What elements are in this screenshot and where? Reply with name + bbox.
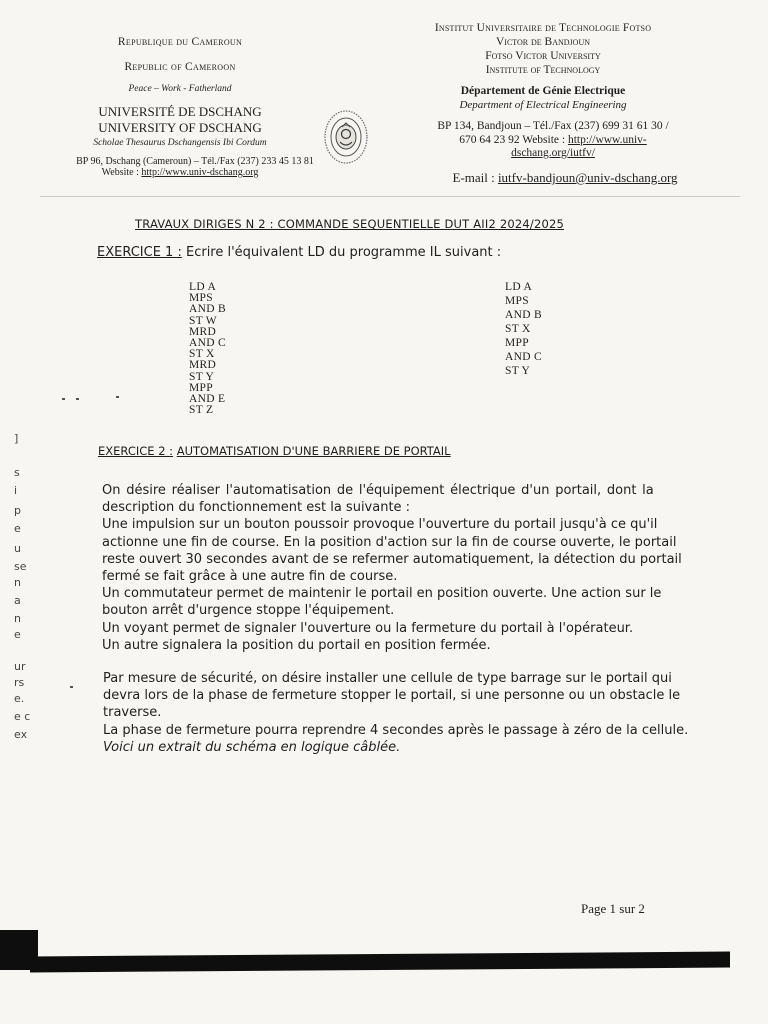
- header-left-motto: Peace – Work - Fatherland: [128, 84, 232, 94]
- il-program-b-instruction: MPP: [505, 337, 529, 349]
- il-program-a-instruction: MPP: [189, 381, 213, 394]
- scan-speck: [70, 686, 73, 688]
- header-left-website: [30, 167, 330, 178]
- il-program-a-instruction: LD A: [189, 281, 217, 293]
- header-right-website-link-cont[interactable]: dschang.org/iutfv/: [511, 147, 595, 159]
- header-right-email-label: E-mail :: [452, 170, 495, 185]
- header-right-department: Department of Electrical Engineering: [459, 99, 627, 111]
- page-title: [135, 217, 564, 231]
- il-program-b: [505, 280, 542, 378]
- margin-fragment: ex: [14, 728, 28, 741]
- university-seal-icon: [322, 108, 370, 166]
- ex2-line-5: reste ouvert 30 secondes avant de se refermer automatiquement, la détection du portail: [102, 551, 682, 567]
- header-left-republique: Republique du Cameroun: [117, 36, 243, 48]
- il-program-a-instruction: MRD: [189, 359, 217, 372]
- ex2-line-1: On désire réaliser l'automatisation de l'équipement électrique d'un portail, dont la: [102, 483, 654, 498]
- margin-fragment: u: [14, 542, 21, 555]
- header-right-website-link[interactable]: http://www.univ-: [567, 134, 647, 146]
- header-right-email: [420, 170, 710, 186]
- margin-fragment: ]: [14, 432, 19, 445]
- ex2-line-14: La phase de fermeture pourra reprendre 4 secondes après le passage à zéro de la cellule.: [103, 722, 689, 738]
- margin-fragment: e c: [14, 710, 31, 723]
- margin-fragment: se: [14, 560, 27, 573]
- header-left-address: BP 96, Dschang (Cameroun) – Tél./Fax (237) 233 45 13 81: [76, 156, 314, 167]
- margin-fragment: rs: [14, 676, 25, 689]
- il-program-a: [189, 282, 226, 416]
- ex2-line-11: Par mesure de sécurité, on désire installer une cellule de type barrage sur le portail qui: [103, 671, 672, 686]
- ex2-line-13: traverse.: [103, 705, 162, 721]
- exercise-1-instruction: Ecrire l'équivalent LD du programme IL suivant :: [185, 245, 502, 260]
- il-program-a-instruction: ST Z: [189, 404, 214, 417]
- il-program-a-instruction: AND B: [189, 303, 226, 316]
- il-program-a-instruction: ST Y: [189, 370, 215, 383]
- exercise-2-description: [102, 482, 682, 654]
- margin-fragment: e.: [14, 692, 25, 705]
- ex2-line-9: Un voyant permet de signaler l'ouverture ou la fermeture du portail à l'opérateur.: [102, 620, 634, 636]
- ex2-line-15: Voici un extrait du schéma en logique câblée.: [103, 739, 401, 755]
- ex2-line-4: actionne une fin de course. En la position d'action sur la fin de course ouverte, le portail: [102, 534, 677, 550]
- scan-edge-bar: [30, 952, 730, 973]
- margin-fragment: e: [14, 522, 21, 535]
- il-program-b-instruction: LD A: [505, 281, 533, 293]
- page-title-text: TRAVAUX DIRIGES N 2 : COMMANDE SEQUENTIELLE DUT AII2 2024/2025: [135, 217, 565, 231]
- ex2-line-3: Une impulsion sur un bouton poussoir provoque l'ouverture du portail jusqu'à ce qu'il: [102, 517, 658, 533]
- margin-fragment: ur: [14, 660, 26, 673]
- il-program-b-instruction: ST X: [505, 323, 531, 335]
- exercise-1-heading: [97, 245, 501, 260]
- margin-fragment: i: [14, 484, 18, 497]
- header-right-address: BP 134, Bandjoun – Tél./Fax (237) 699 31 61 30 /: [437, 120, 669, 132]
- header-right-email-link[interactable]: iutfv-bandjoun@univ-dschang.org: [497, 170, 678, 185]
- header-right-bandjoun: Victor de Bandjoun: [495, 36, 591, 48]
- scan-speck: [116, 396, 119, 398]
- il-program-a-instruction: MRD: [189, 325, 217, 338]
- header-left-republic: Republic of Cameroon: [124, 61, 236, 73]
- header-right-institut: Institut Universitaire de Technologie Fotso: [434, 22, 652, 34]
- ex2-line-12: devra lors de la phase de fermeture stopper le portail, si une personne ou un obstacle le: [103, 688, 681, 704]
- margin-fragment: e: [14, 628, 21, 641]
- exercise-1-label: EXERCICE 1 :: [97, 245, 182, 260]
- il-program-b-instruction: ST Y: [505, 365, 531, 377]
- scan-speck: [76, 398, 79, 400]
- scan-speck: [62, 398, 65, 400]
- header-divider: [40, 196, 740, 197]
- margin-fragment: s: [14, 466, 20, 479]
- header-left-universite: UNIVERSITÉ DE DSCHANG: [98, 104, 262, 119]
- il-program-a-instruction: AND E: [189, 393, 226, 406]
- exercise-2-safety: [103, 670, 688, 756]
- header-left-university: UNIVERSITY OF DSCHANG: [98, 120, 262, 135]
- header-right-departement: Département de Génie Electrique: [460, 85, 626, 97]
- ex2-line-8: bouton arrêt d'urgence stoppe l'équipement.: [102, 603, 395, 619]
- il-program-a-instruction: AND C: [189, 337, 226, 350]
- header-left-website-label: Website :: [101, 167, 139, 178]
- il-program-b-instruction: MPS: [505, 295, 529, 307]
- page-number: Page 1 sur 2: [581, 901, 645, 916]
- header-right-website-cont: [408, 147, 698, 159]
- header-right-fotso-university: Fotso Victor University: [485, 50, 601, 62]
- ex2-line-7: Un commutateur permet de maintenir le portail en position ouverte. Une action sur le: [102, 586, 662, 602]
- header-right-website: [408, 134, 698, 146]
- header-right-website-label: 670 64 23 92 Website :: [459, 134, 566, 146]
- ex2-line-6: fermé se fait grâce à une autre fin de course.: [102, 569, 398, 585]
- ex2-line-10: Un autre signalera la position du portail en position fermée.: [102, 637, 491, 653]
- margin-fragment: n: [14, 612, 21, 625]
- header-left-latin-motto: Scholae Thesaurus Dschangensis Ibi Cordum: [93, 138, 267, 148]
- header-left-website-link[interactable]: http://www.univ-dschang.org: [141, 167, 259, 178]
- il-program-a-instruction: ST X: [189, 348, 215, 361]
- il-program-a-instruction: MPS: [189, 292, 213, 305]
- exercise-2-label: EXERCICE 2 :: [98, 444, 174, 458]
- margin-fragment: p: [14, 504, 21, 517]
- margin-fragment: a: [14, 594, 21, 607]
- il-program-a-instruction: ST W: [189, 314, 217, 327]
- il-program-b-instruction: AND C: [505, 351, 542, 363]
- ex2-line-2: description du fonctionnement est la suivante :: [102, 500, 411, 516]
- margin-fragment: n: [14, 576, 21, 589]
- exercise-2-heading: [98, 444, 451, 458]
- header-right-institute: Institute of Technology: [485, 64, 601, 76]
- exercise-2-title: AUTOMATISATION D'UNE BARRIERE DE PORTAIL: [176, 444, 451, 458]
- il-program-b-instruction: AND B: [505, 309, 542, 321]
